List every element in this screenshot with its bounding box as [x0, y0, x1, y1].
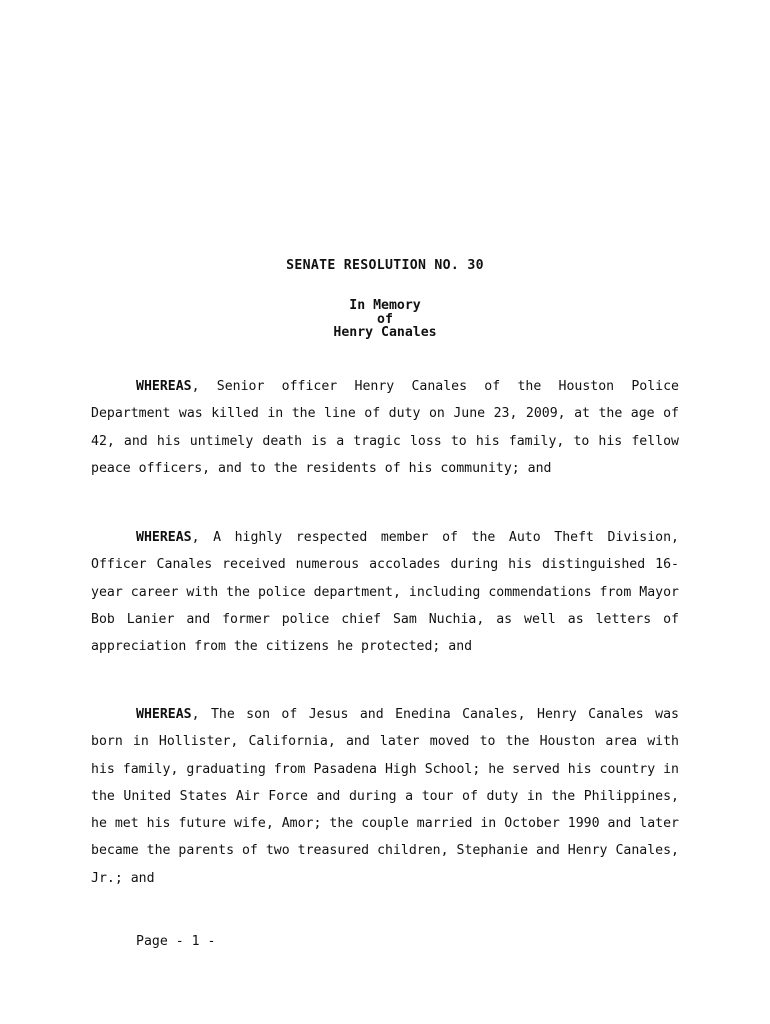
page-number-footer: Page - 1 -: [136, 934, 216, 949]
paragraph-text: , Senior officer Henry Canales of the Houston Police Department was killed in the line of duty on June 23, 2009, at the age of 42, and his untimely death is a tragic loss to his family, to his fellow peace officers, and to the residents of his community; and: [91, 379, 679, 476]
subtitle-line-2: of: [377, 311, 393, 327]
whereas-paragraph-3: [91, 701, 679, 892]
resolution-title: SENATE RESOLUTION NO. 30: [286, 258, 484, 273]
whereas-keyword: WHEREAS: [136, 379, 192, 394]
paragraph-text: , The son of Jesus and Enedina Canales, Henry Canales was born in Hollister, California, and later moved to the Houston area with his family, graduating from Pasadena High School; he served his country in the United States Air Force and during a tour of duty in the Philippines, he met his future wife, Amor; the couple married in October 1990 and later became the parents of two treasured children, Stephanie and Henry Canales, Jr.; and: [91, 707, 679, 886]
resolution-subtitle: [0, 299, 770, 340]
whereas-paragraph-1: [91, 373, 679, 482]
whereas-keyword: WHEREAS: [136, 707, 192, 722]
whereas-keyword: WHEREAS: [136, 530, 192, 545]
subtitle-line-1: In Memory: [349, 298, 421, 313]
whereas-paragraph-2: [91, 524, 679, 660]
paragraph-text: , A highly respected member of the Auto Theft Division, Officer Canales received numerous accolades during his distinguished 16-year career with the police department, including commendations from Mayor Bob Lanier and former police chief Sam Nuchia, as well as letters of appreciation from the citizens he protected; and: [91, 530, 679, 655]
subtitle-line-3: Henry Canales: [333, 325, 437, 340]
